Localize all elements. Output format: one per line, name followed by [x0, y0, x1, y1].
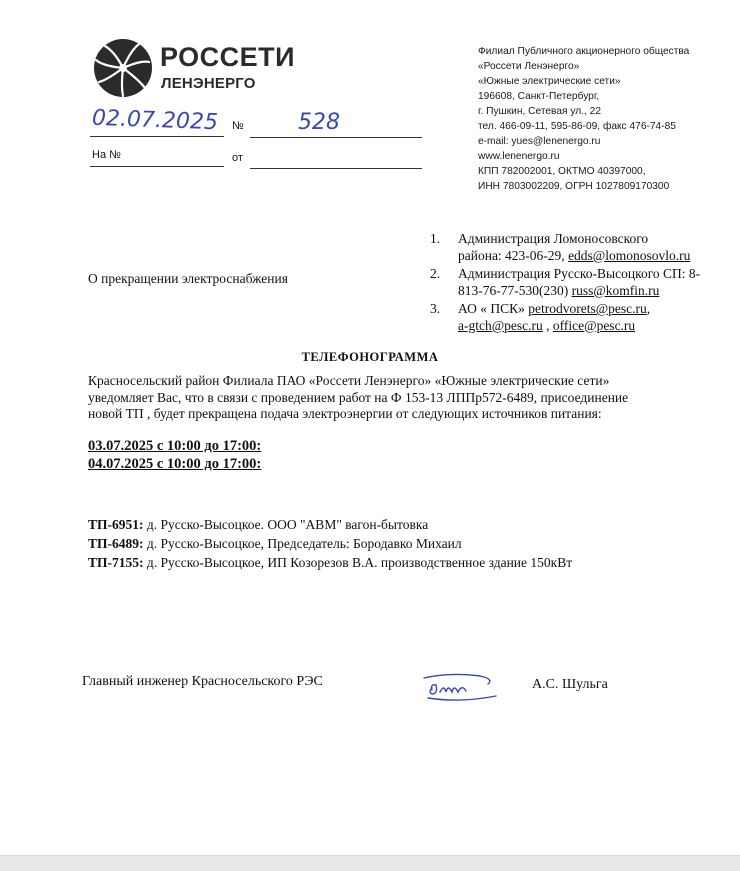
brand-subtitle: ЛЕНЭНЕРГО	[161, 75, 256, 92]
reply-date-line	[250, 168, 422, 169]
recipient-line	[458, 283, 720, 300]
handwritten-date: 02.07.2025	[91, 105, 219, 136]
handwritten-number: 528	[298, 110, 340, 135]
body-paragraph	[88, 373, 688, 423]
handwritten-signature	[420, 670, 502, 704]
recipient-line: Администрация Русско-Высоцкого СП: 8-	[458, 266, 701, 281]
requisite-line: тел. 466-09-11, 595-86-09, факс 476-74-85	[478, 121, 676, 132]
requisite-line: 196608, Санкт-Петербург,	[478, 91, 600, 102]
recipient-list	[430, 231, 720, 336]
tp-description: д. Русско-Высоцкое, ИП Козорезов В.А. производственное здание 150кВт	[143, 555, 573, 570]
recipient-line	[458, 248, 720, 265]
document-subject: О прекращении электроснабжения	[88, 271, 288, 286]
requisite-line: Филиал Публичного акционерного общества	[478, 46, 690, 57]
tp-item	[88, 536, 462, 552]
email-link[interactable]: office@pesc.ru	[552, 317, 636, 333]
outage-date: 03.07.2025 с 10:00 до 17:00:	[88, 438, 262, 454]
company-requisites	[478, 44, 689, 194]
body-line: новой ТП , будет прекращена подача электроэнергии от следующих источников питания:	[88, 406, 602, 421]
viewer-bottom-bar	[0, 855, 740, 871]
recipient-number: 1.	[430, 231, 441, 246]
recipient-contact: района: 423-06-29,	[458, 247, 569, 263]
body-line: уведомляет Вас, что в связи с проведением работ на Ф 153-13 ЛППр572-6489, присоединение	[88, 389, 629, 405]
email-link[interactable]: a-gtch@pesc.ru	[458, 317, 543, 333]
date-field-line	[90, 136, 224, 137]
tp-code: ТП-6489:	[88, 536, 144, 551]
email-link[interactable]: petrodvorets@pesc.ru	[528, 301, 647, 316]
punctuation: ,	[646, 301, 651, 316]
reply-date-label: от	[232, 152, 243, 164]
requisite-line: www.lenenergo.ru	[478, 151, 560, 162]
tp-description: д. Русско-Высоцкое, Председатель: Бородавко Михаил	[143, 536, 462, 551]
requisite-line: г. Пушкин, Сетевая ул., 22	[478, 106, 602, 117]
requisite-line: e-mail: yues@lenenergo.ru	[478, 136, 601, 147]
tp-item	[88, 517, 428, 533]
body-line: Красносельский район Филиала ПАО «Россети Ленэнерго» «Южные электрические сети»	[88, 373, 610, 388]
outage-date: 04.07.2025 с 10:00 до 17:00:	[88, 456, 262, 472]
recipient-item	[430, 266, 720, 299]
email-link[interactable]: edds@lomonosovlo.ru	[568, 247, 691, 263]
signatory-name: А.С. Шульга	[532, 677, 608, 692]
requisite-line: «Южные электрические сети»	[478, 76, 621, 87]
brand-name: РОССЕТИ	[160, 42, 296, 72]
signatory-title: Главный инженер Красносельского РЭС	[82, 674, 323, 689]
separator: ,	[542, 317, 553, 333]
tp-code: ТП-7155:	[88, 555, 144, 570]
requisite-line: КПП 782002001, ОКТМО 40397000,	[478, 166, 646, 177]
recipient-line: Администрация Ломоносовского	[458, 231, 649, 246]
recipient-number: 3.	[430, 301, 441, 316]
number-label: №	[232, 120, 244, 132]
number-field-line	[250, 137, 422, 138]
recipient-item	[430, 231, 720, 264]
recipient-line	[458, 301, 720, 318]
requisite-line: «Россети Ленэнерго»	[478, 61, 580, 72]
email-link[interactable]: russ@komfin.ru	[571, 282, 660, 298]
tp-item	[88, 555, 572, 571]
rosseti-logo-icon	[93, 38, 153, 98]
recipient-contact: 813-76-77-530(230)	[458, 282, 572, 298]
recipient-line	[458, 318, 720, 335]
recipient-org: АО « ПСК»	[458, 301, 529, 316]
tp-code: ТП-6951:	[88, 517, 144, 532]
reply-to-label: На №	[92, 149, 121, 161]
requisite-line: ИНН 7803002209, ОГРН 1027809170300	[478, 181, 670, 192]
reply-number-line	[90, 166, 224, 167]
recipient-number: 2.	[430, 266, 441, 281]
recipient-item	[430, 301, 720, 334]
tp-description: д. Русско-Высоцкое. ООО "АВМ" вагон-бытовка	[143, 517, 429, 532]
document-title: ТЕЛЕФОНОГРАММА	[301, 350, 439, 364]
